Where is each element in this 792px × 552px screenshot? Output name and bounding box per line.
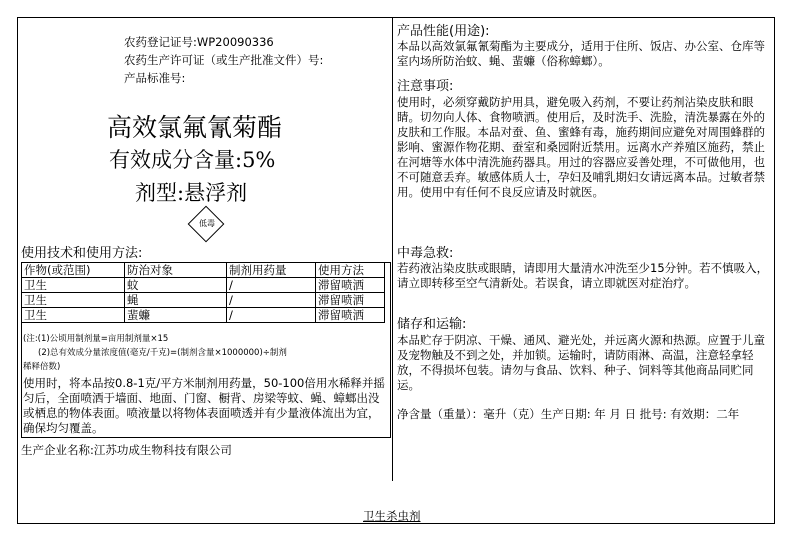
caution-text: 使用时，必须穿戴防护用具，避免吸入药剂，不要让药剂沾染皮肤和眼睛。切勿向人体、食物喷洒。使用后，及时洗手、洗脸，清洗暴露在外的皮肤和工作服。本品对蚕、鱼、蜜蜂有毒，施药期间应避免对周围蜂群的影响、蜜源作物花期、蚕室和桑园附近禁用。远离水产养殖区施药，禁止在河塘等水体中清洗施药器具。用过的容器应妥善处理，不可做他用，也不可随意丢弃。敏感体质人士，孕妇及哺乳期妇女请远离本品。过敏者禁用。使用中有任何不良反应请及时就医。 — [397, 95, 765, 199]
usage-table — [21, 262, 385, 323]
table-cell: 卫生 — [22, 293, 125, 308]
manufacturer: 生产企业名称:江苏功成生物科技有限公司 — [21, 443, 232, 457]
formulation: 剂型:悬浮剂 — [135, 181, 248, 205]
performance-text: 本品以高效氯氟氰菊酯为主要成分，适用于住所、饭店、办公室、仓库等室内场所防治蚊、蝇、蜚蠊（俗称蟑螂）。 — [397, 39, 765, 68]
table-cell: 滞留喷洒 — [316, 278, 385, 293]
table-header-cell: 使用方法 — [316, 263, 385, 278]
note-line-2: (2)总有效成分量浓度值(毫克/千克)=(制剂含量×1000000)÷制剂 — [38, 348, 287, 358]
table-row — [22, 293, 385, 308]
table-header-cell: 防治对象 — [125, 263, 227, 278]
table-cell: / — [227, 308, 316, 323]
column-divider — [392, 17, 393, 481]
product-category: 卫生杀虫剂 — [363, 509, 421, 523]
active-content: 有效成分含量:5% — [109, 148, 276, 172]
table-cell: 蜚蠊 — [125, 308, 227, 323]
registration-number: 农药登记证号:WP20090336 — [124, 35, 274, 49]
note-line-3: 稀释倍数) — [23, 362, 61, 372]
usage-heading: 使用技术和使用方法: — [21, 246, 143, 261]
table-cell: / — [227, 278, 316, 293]
first-aid-heading: 中毒急救: — [397, 246, 454, 261]
first-aid-text: 若药液沾染皮肤或眼睛，请即用大量清水冲洗至少15分钟。若不慎吸入，请立即转移至空气清新处。若误食，请立即就医对症治疗。 — [397, 261, 769, 290]
table-cell: / — [227, 293, 316, 308]
product-name: 高效氯氟氰菊酯 — [107, 113, 283, 142]
caution-heading: 注意事项: — [397, 79, 454, 94]
table-header-cell: 作物(或范围) — [22, 263, 125, 278]
table-row — [22, 278, 385, 293]
product-standard: 产品标准号: — [124, 71, 186, 85]
note-line-1: (注:(1)公顷用制剂量=亩用制剂量×15 — [23, 334, 169, 344]
table-cell: 滞留喷洒 — [316, 308, 385, 323]
toxicity-label: 低毒 — [199, 219, 215, 228]
table-header-row — [22, 263, 385, 278]
storage-heading: 储存和运输: — [397, 317, 467, 332]
toxicity-mark — [187, 205, 227, 245]
table-header-cell: 制剂用药量 — [227, 263, 316, 278]
table-row — [22, 308, 385, 323]
usage-instructions: 使用时，将本品按0.8-1克/平方米制剂用药量，50-100倍用水稀释并摇匀后，全面喷洒于墙面、地面、门窗、橱背、房梁等蚊、蝇、蟑螂出没或栖息的物体表面。喷液量以将物体表面喷透并有少量液体流出为宜，确保均匀覆盖。 — [23, 376, 385, 435]
table-cell: 蝇 — [125, 293, 227, 308]
table-cell: 卫生 — [22, 308, 125, 323]
storage-text: 本品贮存于阴凉、干燥、通风、避光处，并远离火源和热源。应置于儿童及宠物触及不到之处，并加锁。运输时，请防雨淋、高温，注意轻拿轻放，不得损坏包装。请勿与食品、饮料、种子、饲料等其他商品同贮同运。 — [397, 333, 765, 392]
production-license: 农药生产许可证（或生产批准文件）号: — [124, 53, 324, 67]
table-cell: 滞留喷洒 — [316, 293, 385, 308]
performance-heading: 产品性能(用途): — [397, 24, 490, 39]
table-cell: 蚊 — [125, 278, 227, 293]
table-cell: 卫生 — [22, 278, 125, 293]
net-content: 净含量（重量）：毫升（克）生产日期: 年 月 日 批号: 有效期：二年 — [397, 407, 740, 421]
